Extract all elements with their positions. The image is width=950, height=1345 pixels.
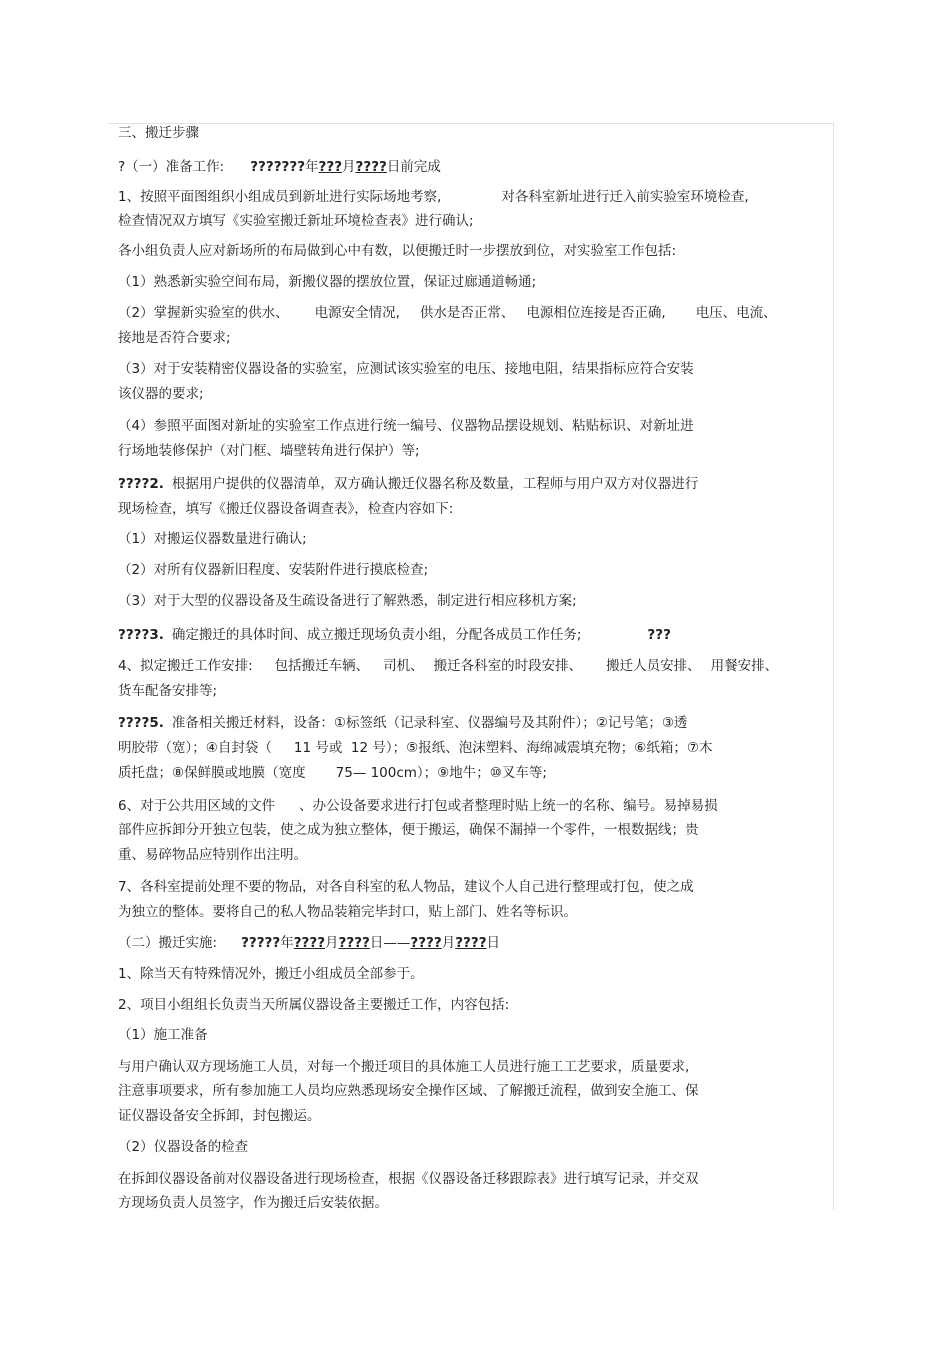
item1-text-a: 1、按照平面图组织小组成员到新址进行实际场地考察, <box>118 189 442 205</box>
page-frame-right <box>833 123 834 1210</box>
impl-sub2-line2: 方现场负责人员签字，作为搬迁后安装依据。 <box>118 1195 388 1211</box>
item7-line1: 7、各科室提前处理不要的物品，对各自科室的私人物品，建议个人自己进行整理或打包，使之成 <box>118 879 694 895</box>
prep-month: ??? <box>318 159 343 175</box>
sub2-text-b: 电源安全情况, <box>314 305 400 321</box>
impl-range-dash: 日—— <box>369 935 411 951</box>
item4-text-f: 用餐安排、 <box>710 658 779 674</box>
item7-line2: 为独立的整体。要将自己的私人物品装箱完毕封口，贴上部门、姓名等标识。 <box>118 904 577 920</box>
prep-heading <box>118 158 441 176</box>
item6-text-a: 6、对于公共用区域的文件 <box>118 798 276 814</box>
item6-line3: 重、易碎物品应特别作出注明。 <box>118 847 307 863</box>
impl-day-end: ???? <box>455 935 487 951</box>
impl-year: ????? <box>241 935 281 951</box>
item5-line1 <box>118 714 687 732</box>
item5-line3-b: 75— 100cm）；⑨地牛；⑩叉车等; <box>335 765 547 781</box>
item3-line <box>118 626 671 644</box>
impl-day-end-unit: 日 <box>486 935 501 951</box>
impl-year-unit: 年 <box>280 935 294 951</box>
item1-line1 <box>118 188 749 206</box>
item5-line2-b: 11 号或 12 号）；⑤报纸、泡沫塑料、海绵减震填充物；⑥纸箱；⑦木 <box>293 740 713 756</box>
impl-item1: 1、除当天有特殊情况外，搬迁小组成员全部参于。 <box>118 966 424 982</box>
item5-text: 准备相关搬迁材料，设备：①标签纸（记录科室、仪器编号及其附件）；②记号笔；③透 <box>171 715 688 731</box>
impl-month-start-unit: 月 <box>325 935 339 951</box>
item4-text-e: 搬迁人员安排、 <box>606 658 701 674</box>
item1-line2: 检查情况双方填写《实验室搬迁新址环境检查表》进行确认; <box>118 213 474 229</box>
impl-sub1-title: （1）施工准备 <box>118 1027 208 1043</box>
page-frame-top <box>108 123 834 124</box>
impl-month-start: ???? <box>293 935 326 951</box>
prep-year-unit: 年 <box>305 159 319 175</box>
item6-line1 <box>118 797 718 815</box>
sub4-line2: 行场地装修保护（对门框、墙壁转角进行保护）等; <box>118 443 420 459</box>
item3-text: 确定搬迁的具体时间、成立搬迁现场负责小组，分配各成员工作任务; <box>171 627 582 643</box>
sub3-line1: （3）对于安装精密仪器设备的实验室，应测试该实验室的电压、接地电阻，结果指标应符合安装 <box>118 361 694 377</box>
impl-sub1-line1: 与用户确认双方现场施工人员，对每一个搬迁项目的具体施工人员进行施工工艺要求，质量要求, <box>118 1059 690 1075</box>
item4-text-c: 司机、 <box>383 658 424 674</box>
prep-year: ??????? <box>250 159 306 175</box>
item1-text-b: 对各科室新址进行迁入前实验室环境检查, <box>501 189 749 205</box>
item2-line1 <box>118 475 698 493</box>
item3-tail: ??? <box>647 627 671 643</box>
impl-sub1-line3: 证仪器设备安全拆卸，封包搬运。 <box>118 1108 321 1124</box>
prep-month-unit: 月 <box>342 159 356 175</box>
sub2-line2: 接地是否符合要求; <box>118 330 231 346</box>
intro-paragraph: 各小组负责人应对新场所的布局做到心中有数，以便搬迁时一步摆放到位，对实验室工作包括: <box>118 243 677 259</box>
item5-line3 <box>118 764 547 782</box>
item4-line1 <box>118 657 778 675</box>
item2-sub3: （3）对于大型的仪器设备及生疏设备进行了解熟悉，制定进行相应移机方案; <box>118 593 577 609</box>
item5-number: ????5. <box>118 715 164 731</box>
prep-day: ???? <box>355 159 387 175</box>
item2-sub1: （1）对搬运仪器数量进行确认; <box>118 531 307 547</box>
sub4-line1: （4）参照平面图对新址的实验室工作点进行统一编号、仪器物品摆设规划、粘贴标识、对新址进 <box>118 418 694 434</box>
impl-month-end-unit: 月 <box>441 935 456 951</box>
item6-text-b: 、办公设备要求进行打包或者整理时贴上统一的名称、编号。易掉易损 <box>299 798 718 814</box>
item5-line3-a: 质托盘；⑧保鲜膜或地膜（宽度 <box>118 765 306 781</box>
item4-text-d: 搬迁各科室的时段安排、 <box>433 658 583 674</box>
item5-line2-a: 明胶带（宽）；④自封袋（ <box>118 740 272 756</box>
section-heading: 三、搬迁步骤 <box>118 125 199 141</box>
impl-prefix: （二）搬迁实施: <box>118 935 218 951</box>
sub2-text-e: 电压、电流、 <box>695 305 777 321</box>
impl-month-end: ???? <box>410 935 442 951</box>
sub2-text-a: （2）掌握新实验室的供水、 <box>118 305 289 321</box>
sub2-text-d: 电源相位连接是否正确, <box>526 305 666 321</box>
item4-line2: 货车配备安排等; <box>118 683 218 699</box>
sub2-text-c: 供水是否正常、 <box>419 305 515 321</box>
impl-sub2-line1: 在拆卸仪器设备前对仪器设备进行现场检查，根据《仪器设备迁移跟踪表》进行填写记录，并交双 <box>118 1171 699 1187</box>
sub3-line2: 该仪器的要求; <box>118 386 204 402</box>
item3-number: ????3. <box>118 627 164 643</box>
prep-prefix: ?（一）准备工作: <box>118 159 225 175</box>
item2-sub2: （2）对所有仪器新旧程度、安装附件进行摸底检查; <box>118 562 429 578</box>
item5-line2 <box>118 739 712 757</box>
impl-heading <box>118 934 500 952</box>
item2-text: 根据用户提供的仪器清单，双方确认搬迁仪器名称及数量，工程师与用户双方对仪器进行 <box>171 476 699 492</box>
item6-line2: 部件应拆卸分开独立包装，使之成为独立整体，便于搬运，确保不漏掉一个零件，一根数据线；贵 <box>118 822 699 838</box>
item2-number: ????2. <box>118 476 164 492</box>
item2-line2: 现场检查，填写《搬迁仪器设备调查表》，检查内容如下: <box>118 501 454 517</box>
impl-day-start: ???? <box>338 935 370 951</box>
impl-sub2-title: （2）仪器设备的检查 <box>118 1139 249 1155</box>
impl-sub1-line2: 注意事项要求，所有参加施工人员均应熟悉现场安全操作区域、了解搬迁流程，做到安全施工、保 <box>118 1083 699 1099</box>
item4-text-b: 包括搬迁车辆、 <box>274 658 370 674</box>
sub2-line1 <box>118 304 777 322</box>
impl-item2: 2、项目小组组长负责当天所属仪器设备主要搬迁工作，内容包括: <box>118 997 510 1013</box>
item4-text-a: 4、拟定搬迁工作安排: <box>118 658 253 674</box>
sub1-line: （1）熟悉新实验空间布局，新搬仪器的摆放位置，保证过廊通道畅通; <box>118 274 537 290</box>
prep-deadline: 日前完成 <box>386 159 441 175</box>
